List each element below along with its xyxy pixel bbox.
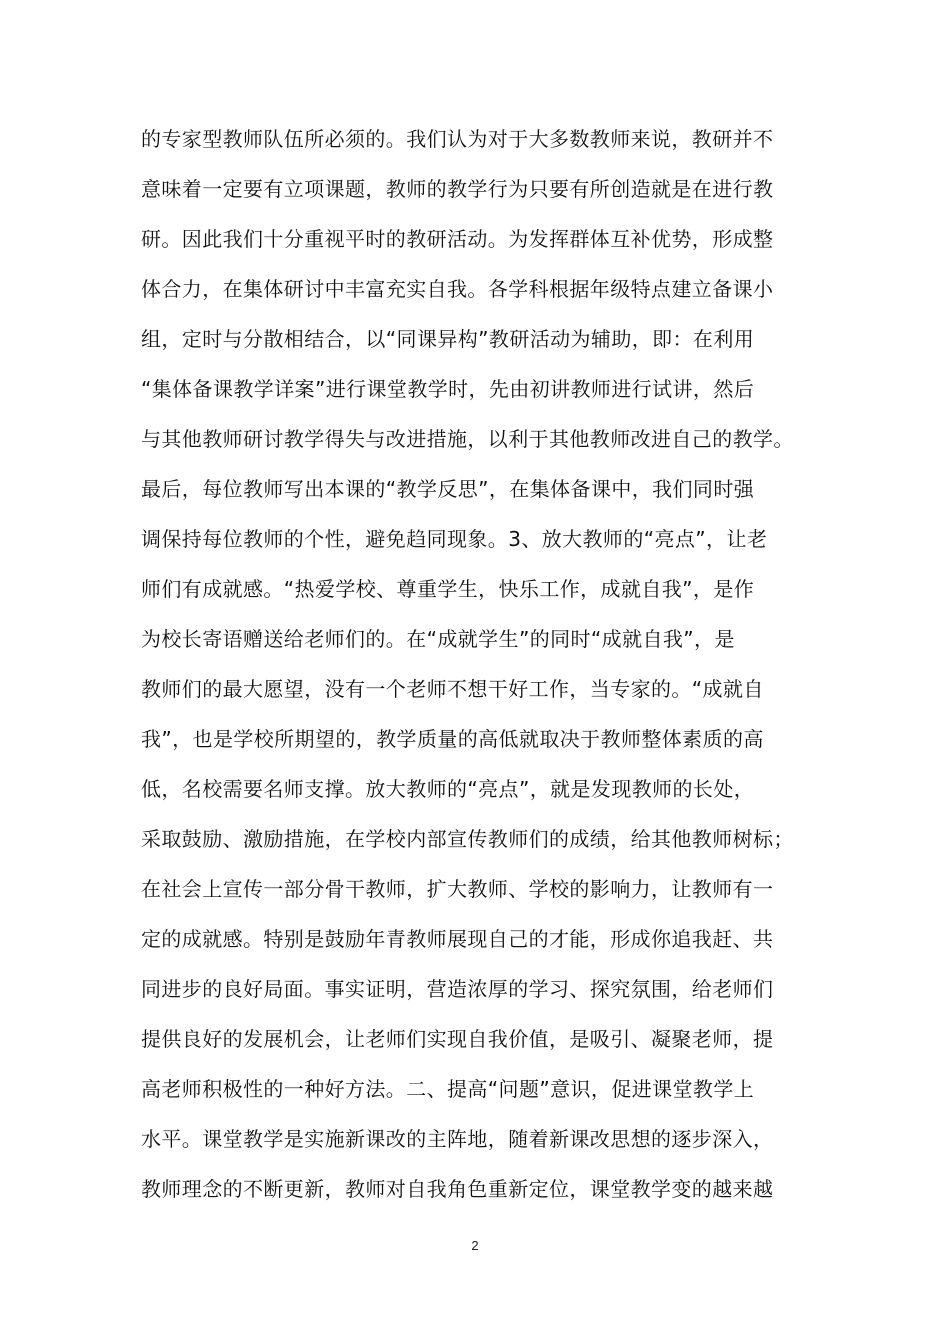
text-line: 意味着一定要有立项课题，教师的教学行为只要有所创造就是在进行教 [141, 177, 774, 201]
body-text [141, 114, 841, 1214]
text-line: 同进步的良好局面。事实证明，营造浓厚的学习、探究氛围，给老师们 [141, 977, 774, 1001]
text-line: 低，名校需要名师支撑。放大教师的“亮点”，就是发现教师的长处， [141, 777, 755, 801]
text-line: 研。因此我们十分重视平时的教研活动。为发挥群体互补优势，形成整 [141, 227, 774, 251]
text-line: 调保持每位教师的个性，避免趋同现象。3、放大教师的“亮点”，让老 [141, 527, 768, 551]
text-line: 教师理念的不断更新，教师对自我角色重新定位，课堂教学变的越来越 [141, 1177, 774, 1201]
text-line: 在社会上宣传一部分骨干教师，扩大教师、学校的影响力，让教师有一 [141, 877, 774, 901]
text-line: 组，定时与分散相结合，以“同课异构”教研活动为辅助，即：在利用 [141, 327, 755, 351]
text-line: 采取鼓励、激励措施，在学校内部宣传教师们的成绩，给其他教师树标； [141, 827, 794, 851]
text-line: 定的成就感。特别是鼓励年青教师展现自己的才能，形成你追我赶、共 [141, 927, 774, 951]
text-line: 师们有成就感。“热爱学校、尊重学生，快乐工作，成就自我”，是作 [141, 577, 755, 601]
text-line: 水平。课堂教学是实施新课改的主阵地，随着新课改思想的逐步深入， [141, 1127, 774, 1151]
text-line: 我”，也是学校所期望的，教学质量的高低就取决于教师整体素质的高 [141, 727, 764, 751]
text-line: 高老师积极性的一种好方法。二、提高“问题”意识，促进课堂教学上 [141, 1077, 755, 1101]
text-line: 为校长寄语赠送给老师们的。在“成就学生”的同时“成就自我”，是 [141, 627, 735, 651]
text-line: 提供良好的发展机会，让老师们实现自我价值，是吸引、凝聚老师，提 [141, 1027, 774, 1051]
text-line: 的专家型教师队伍所必须的。我们认为对于大多数教师来说，教研并不 [141, 127, 774, 151]
text-line: 教师们的最大愿望，没有一个老师不想干好工作，当专家的。“成就自 [141, 677, 764, 701]
text-line: 最后，每位教师写出本课的“教学反思”，在集体备课中，我们同时强 [141, 477, 755, 501]
text-line: 体合力，在集体研讨中丰富充实自我。各学科根据年级特点建立备课小 [141, 277, 774, 301]
text-line: “集体备课教学详案”进行课堂教学时，先由初讲教师进行试讲，然后 [141, 377, 755, 401]
page-number: 2 [471, 1238, 479, 1253]
text-line: 与其他教师研讨教学得失与改进措施，以利于其他教师改进自己的教学。 [141, 427, 794, 451]
